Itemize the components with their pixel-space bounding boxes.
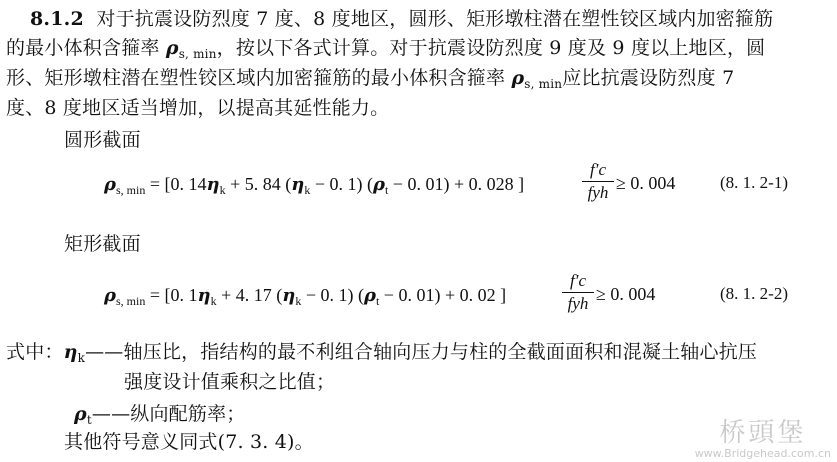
formula-part: + 4. 17 (	[216, 285, 283, 305]
rho-subscript: s, min	[178, 47, 217, 61]
eta-symbol: η	[291, 174, 305, 195]
rho-t-subscript: t	[86, 413, 92, 427]
eta-subscript: k	[304, 183, 311, 197]
rho-subscript: s, min	[115, 183, 146, 197]
formula-inequality: ≥ 0. 004	[596, 284, 656, 304]
notes-prefix: 式中：	[6, 341, 64, 363]
note-eta-line-1	[6, 340, 757, 370]
equation-number: (8. 1. 2-2)	[720, 284, 788, 303]
fraction-bar	[582, 181, 614, 182]
section-number: 8.1.2	[30, 8, 84, 30]
eta-subscript: k	[219, 183, 226, 197]
rho-symbol: ρ	[104, 174, 116, 195]
fraction-denominator: fyh	[587, 183, 609, 202]
paragraph-line-1	[30, 7, 773, 31]
formula-part: − 0. 1) (	[310, 174, 373, 194]
formula-inequality: ≥ 0. 004	[616, 173, 676, 193]
paragraph-text: 的最小体积含箍率	[6, 37, 166, 59]
paragraph-line-2	[6, 36, 765, 66]
note-text: ——轴压比，指结构的最不利组合轴向压力与柱的全截面面积和混凝土轴心抗压	[85, 341, 758, 363]
rho-subscript: s, min	[115, 294, 146, 308]
watermark-url: www.Bridgehead.com.cn	[694, 447, 831, 460]
rho-symbol: ρ	[372, 174, 385, 195]
fraction-numerator: f′c	[590, 160, 606, 179]
rho-symbol: ρ	[74, 403, 87, 425]
note-text: ——纵向配筋率；	[91, 403, 246, 425]
fraction-fc-fyh	[562, 271, 594, 314]
circular-heading: 圆形截面	[64, 129, 141, 151]
rho-symbol: ρ	[165, 37, 179, 59]
formula-part: − 0. 01) + 0. 02 ]	[379, 285, 507, 305]
eta-symbol: η	[197, 285, 211, 306]
formula-part: + 5. 84 (	[225, 174, 292, 194]
rho-symbol: ρ	[104, 285, 116, 306]
paragraph-line-3	[6, 66, 734, 96]
formula-part: − 0. 1) (	[301, 285, 364, 305]
formula-part: − 0. 01) + 0. 028 ]	[388, 174, 525, 194]
formula-part: = [0. 1	[149, 285, 198, 305]
rho-subscript: s, min	[524, 77, 563, 91]
note-eta-line-2: 强度设计值乘积之比值；	[124, 371, 336, 393]
eta-subscript: k	[295, 294, 302, 308]
eta-symbol: η	[63, 341, 78, 363]
watermark-logo	[695, 419, 831, 460]
rho-symbol: ρ	[511, 67, 525, 89]
rho-t-subscript: t	[384, 183, 389, 197]
paragraph-text: 应比抗震设防烈度 7	[562, 67, 735, 89]
rho-symbol: ρ	[363, 285, 376, 306]
eta-subscript: k	[77, 351, 86, 365]
fraction-bar	[562, 292, 594, 293]
note-others: 其他符号意义同式(7. 3. 4)。	[64, 431, 314, 453]
formula-part: = [0. 14	[149, 174, 207, 194]
watermark-text: 桥頭堡	[719, 418, 807, 448]
fraction-numerator: f′c	[570, 271, 586, 290]
eta-symbol: η	[206, 174, 220, 195]
equation-number: (8. 1. 2-1)	[720, 173, 788, 192]
rectangular-heading: 矩形截面	[64, 233, 141, 255]
paragraph-text: 对于抗震设防烈度 7 度、8 度地区，圆形、矩形墩柱潜在塑性铰区域内加密箍筋	[96, 8, 774, 30]
eta-subscript: k	[210, 294, 217, 308]
paragraph-text: 形、矩形墩柱潜在塑性铰区域内加密箍筋的最小体积含箍率	[6, 67, 512, 89]
formula-rectangular	[104, 283, 506, 313]
paragraph-line-4	[6, 96, 389, 120]
note-rho-t	[74, 402, 245, 432]
eta-symbol: η	[282, 285, 296, 306]
paragraph-text: 度、8 度地区适当增加，以提高其延性能力。	[6, 97, 390, 119]
fraction-denominator: fyh	[567, 294, 589, 313]
rho-t-subscript: t	[375, 294, 380, 308]
formula-circular	[104, 172, 524, 202]
fraction-fc-fyh	[582, 160, 614, 203]
paragraph-text: ，按以下各式计算。对于抗震设防烈度 9 度及 9 度以上地区，圆	[216, 37, 766, 59]
